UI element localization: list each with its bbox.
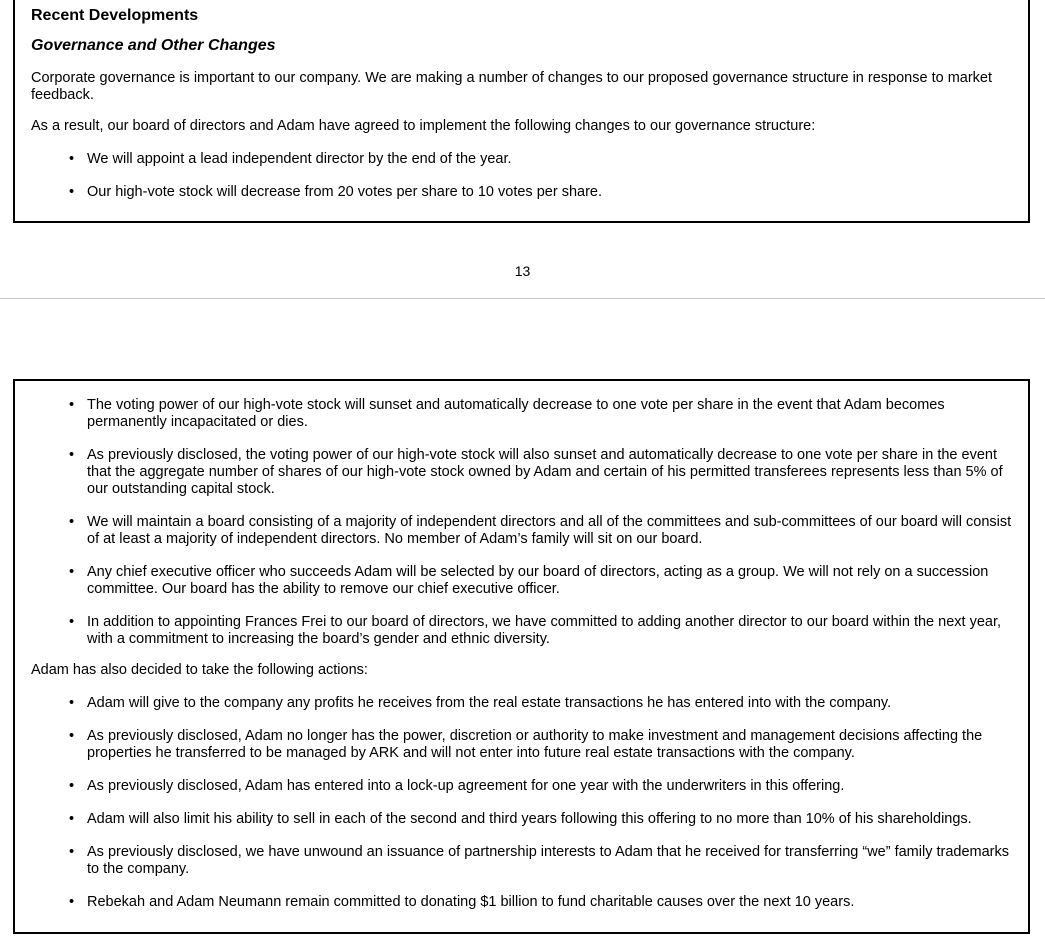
list-item-text: As previously disclosed, the voting power of our high-vote stock will also sunset and automatically decrease to one vote per share in the event that the aggregate number of shares of our high-vote stock owned by Adam and certain of his permitted transferees represents less than 5% of our outstanding capital stock. (87, 447, 1003, 497)
bullet-dot: • (69, 564, 75, 580)
bullet-dot: • (69, 695, 75, 711)
bullet-dot: • (69, 397, 75, 413)
paragraph-actions-intro: Adam has also decided to take the following actions: (31, 662, 368, 678)
list-item-text: As previously disclosed, Adam has entered into a lock-up agreement for one year with the underwriters in this offering. (87, 778, 845, 794)
bullet-dot: • (69, 447, 75, 463)
list-item-text: As previously disclosed, Adam no longer has the power, discretion or authority to make investment and management decisions affecting the properties he transferred to be managed by ARK and will not enter into future real estate transactions with the company. (87, 728, 983, 761)
section-heading: Recent Developments (31, 7, 199, 24)
bullet-dot: • (69, 778, 75, 794)
list-item-text: In addition to appointing Frances Frei to our board of directors, we have committed to adding another director to our board within the next year, with a commitment to increasing the board’s gender and ethnic diversity. (87, 614, 1002, 647)
section-subheading: Governance and Other Changes (31, 37, 276, 54)
list-item-text: Adam will also limit his ability to sell in each of the second and third years following this offering to no more than 10% of his shareholdings. (87, 811, 972, 827)
list-item-text: Rebekah and Adam Neumann remain committed to donating $1 billion to fund charitable causes over the next 10 years. (87, 894, 855, 910)
page-number: 13 (514, 263, 531, 279)
bullet-dot: • (69, 514, 75, 530)
page-divider (0, 298, 1045, 299)
list-item-text: We will appoint a lead independent director by the end of the year. (87, 151, 512, 167)
bullet-dot: • (69, 811, 75, 827)
bullet-dot: • (69, 894, 75, 910)
bullet-dot: • (69, 728, 75, 744)
bullet-dot: • (69, 844, 75, 860)
bullet-dot: • (69, 151, 75, 167)
page-13-content-box (13, 0, 1030, 223)
list-item-text: Adam will give to the company any profits he receives from the real estate transactions he has entered into with the company. (87, 695, 892, 711)
list-item-text: As previously disclosed, we have unwound an issuance of partnership interests to Adam that he received for transferring “we” family trademarks to the company. (87, 844, 1010, 877)
bullet-dot: • (69, 614, 75, 630)
list-item-text: We will maintain a board consisting of a majority of independent directors and all of the committees and sub-committees of our board will consist of at least a majority of independent directors. No member of Adam’s family will sit on our board. (87, 514, 1012, 547)
list-item-text: Any chief executive officer who succeeds Adam will be selected by our board of directors, acting as a group. We will not rely on a succession committee. Our board has the ability to remove our chief executive officer. (87, 564, 989, 597)
page-14-content-box (13, 379, 1030, 934)
paragraph-governance-intro: Corporate governance is important to our company. We are making a number of changes to our proposed governance structure in response to market feedback. (31, 70, 993, 103)
list-item-text: Our high-vote stock will decrease from 20 votes per share to 10 votes per share. (87, 184, 602, 200)
bullet-dot: • (69, 184, 75, 200)
list-item-text: The voting power of our high-vote stock will sunset and automatically decrease to one vote per share in the event that Adam becomes permanently incapacitated or dies. (87, 397, 945, 430)
paragraph-changes-intro: As a result, our board of directors and Adam have agreed to implement the following changes to our governance structure: (31, 118, 816, 134)
